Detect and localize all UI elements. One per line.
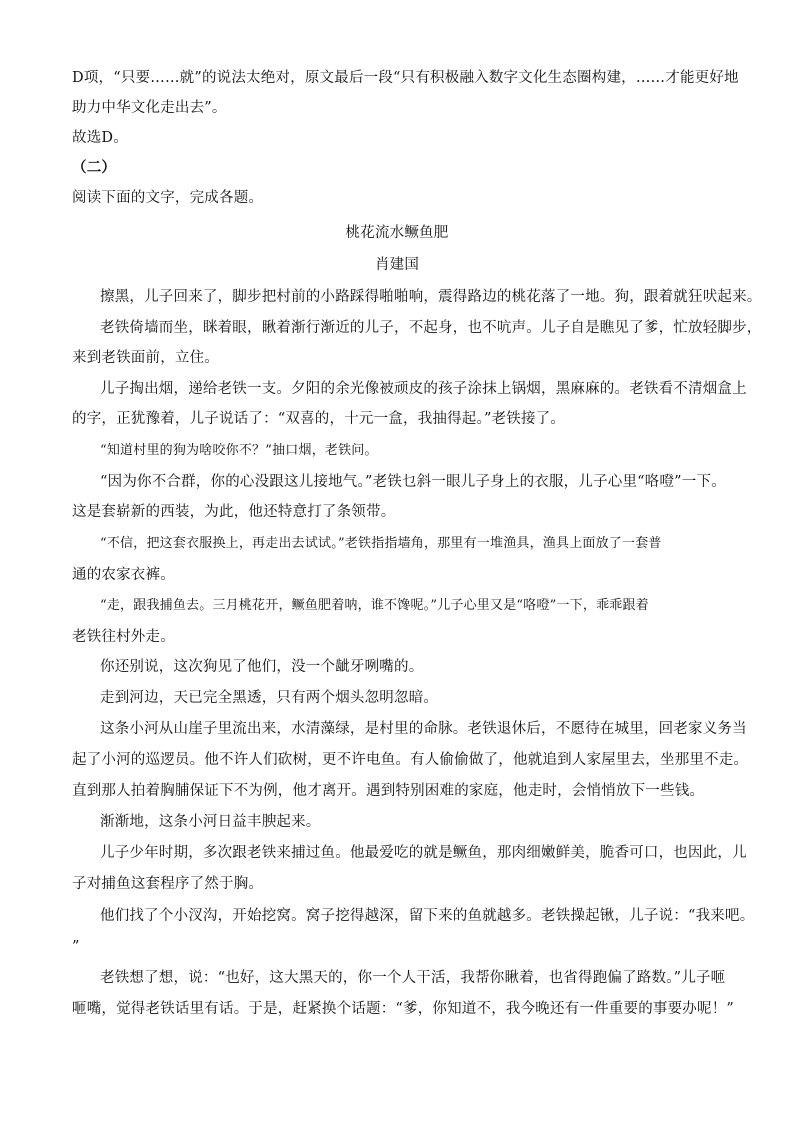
paragraph-line: 渐渐地，这条小河日益丰腴起来。 <box>100 814 321 830</box>
paragraph-line: 直到那人拍着胸脯保证下不为例，他才离开。遇到特别困难的家庭，他走时，会悄悄放下一些钱。 <box>72 783 705 799</box>
story-title: 桃花流水鳜鱼肥 <box>345 225 449 241</box>
paragraph-line: 他们找了个小汊沟，开始挖窝。窝子挖得越深，留下来的鱼就越多。老铁操起锹，儿子说：“我来吧。 <box>100 908 755 924</box>
paragraph-line: 通的农家衣裤。 <box>72 567 175 583</box>
paragraph-line: 擦黑，儿子回来了，脚步把村前的小路踩得啪啪响，震得路边的桃花落了一地。狗，跟着就狂吠起来。 <box>100 289 762 305</box>
paragraph-line: “因为你不合群，你的心没跟这儿接地气。”老铁乜斜一眼儿子身上的衣服，儿子心里“咯噔”一下。 <box>100 474 726 490</box>
paragraph-line: ” <box>72 939 80 955</box>
paragraph-line: 咂嘴，觉得老铁话里有话。于是，赶紧换个话题：“爹，你知道不，我今晚还有一件重要的事要办呢！” <box>72 1001 735 1017</box>
paragraph-line: “走，跟我捕鱼去。三月桃花开，鳜鱼肥着呐，谁不馋呢。”儿子心里又是“咯噔”一下，乖乖跟着 <box>100 598 649 613</box>
paragraph-line: 你还别说，这次狗见了他们，没一个龇牙咧嘴的。 <box>100 659 424 675</box>
paragraph-line: 儿子少年时期，多次跟老铁来捕过鱼。他最爱吃的就是鳜鱼，那肉细嫩鲜美，脆香可口，也因此，儿 <box>100 845 747 861</box>
paragraph-line: 儿子掏出烟，递给老铁一支。夕阳的余光像被顽皮的孩子涂抹上锅烟，黑麻麻的。老铁看不清烟盒上 <box>100 381 747 397</box>
section-heading: （二） <box>72 159 117 176</box>
paragraph-line: 起了小河的巡逻员。他不许人们砍树，更不许电鱼。有人偷偷做了，他就追到人家屋里去，坐那里不走。 <box>72 752 749 768</box>
paragraph-line: 老铁想了想，说：“也好，这大黑天的，你一个人干活，我帮你瞅着，也省得跑偏了路数。”儿子咂 <box>100 970 726 986</box>
paragraph-line: “知道村里的狗为啥咬你不？”抽口烟，老铁问。 <box>100 443 378 458</box>
answer-line-1: D项，“只要……就”的说法太绝对，原文最后一段“只有积极融入数字文化生态圈构建，……才能更好地 <box>72 70 739 86</box>
answer-conclusion: 故选D。 <box>72 130 128 146</box>
paragraph-line: “不信，把这套衣服换上，再走出去试试。”老铁指指墙角，那里有一堆渔具，渔具上面放了一套普 <box>100 536 662 551</box>
answer-line-2: 助力中华文化走出去”。 <box>72 100 227 116</box>
instruction-text: 阅读下面的文字，完成各题。 <box>72 190 264 206</box>
paragraph-line: 的字，正犹豫着，儿子说话了：“双喜的，十元一盒，我抽得起。”老铁接了。 <box>72 411 566 427</box>
paragraph-line: 走到河边，天已完全黑透，只有两个烟头忽明忽暗。 <box>100 690 439 706</box>
paragraph-line: 子对捕鱼这套程序了然于胸。 <box>72 876 264 892</box>
paragraph-line: 这条小河从山崖子里流出来，水清藻绿，是村里的命脉。老铁退休后，不愿待在城里，回老家义务当 <box>100 721 747 737</box>
paragraph-line: 来到老铁面前，立住。 <box>72 350 219 366</box>
story-author: 肖建国 <box>374 257 420 273</box>
paragraph-line: 这是套崭新的西装，为此，他还特意打了条领带。 <box>72 504 396 520</box>
paragraph-line: 老铁倚墙而坐，眯着眼，瞅着渐行渐近的儿子，不起身，也不吭声。儿子自是瞧见了爹，忙放轻脚步， <box>100 320 762 336</box>
paragraph-line: 老铁往村外走。 <box>72 629 175 645</box>
